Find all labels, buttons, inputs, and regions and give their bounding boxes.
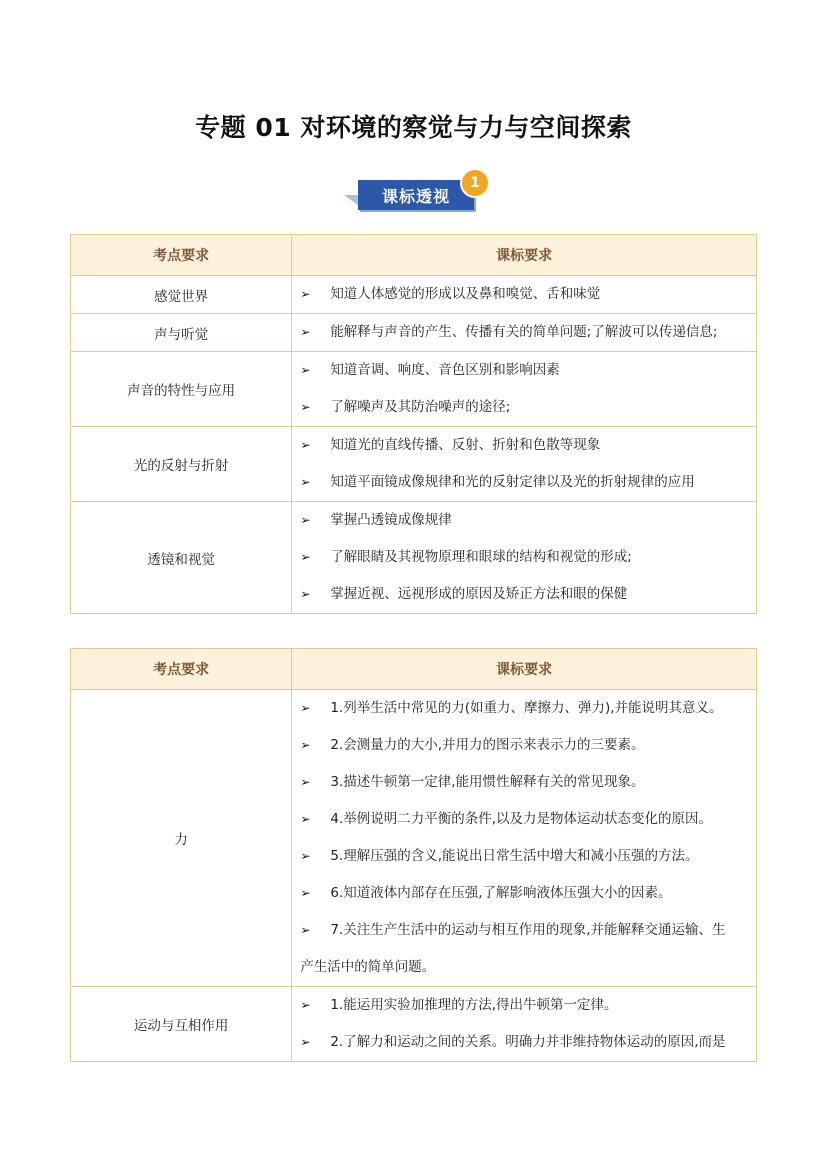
- arrow-bullet-icon: ➢: [300, 513, 311, 527]
- requirements-cell: [292, 276, 757, 314]
- topic-cell: 光的反射与折射: [71, 427, 292, 502]
- table-header-row: [71, 649, 757, 690]
- arrow-bullet-icon: ➢: [300, 438, 311, 452]
- arrow-bullet-icon: ➢: [300, 998, 311, 1012]
- table-row: [71, 352, 757, 427]
- header-topic: 考点要求: [71, 649, 292, 690]
- requirement-text: 5.理解压强的含义,能说出日常生活中增大和减小压强的方法。: [330, 848, 699, 864]
- requirement-item: [300, 539, 750, 576]
- requirement-item: [300, 352, 750, 389]
- requirements-table-2: [70, 648, 757, 1062]
- requirement-text: 1.能运用实验加推理的方法,得出牛顿第一定律。: [330, 997, 618, 1013]
- requirements-cell: [292, 314, 757, 352]
- requirement-item: [300, 576, 750, 613]
- arrow-bullet-icon: ➢: [300, 701, 311, 715]
- requirement-text: 掌握凸透镜成像规律: [330, 512, 452, 528]
- arrow-bullet-icon: ➢: [300, 287, 311, 301]
- arrow-bullet-icon: ➢: [300, 849, 311, 863]
- table-row: [71, 502, 757, 614]
- requirement-item: [300, 727, 750, 764]
- requirement-continuation: 产生活中的简单问题。: [300, 959, 436, 975]
- requirements-table-1: [70, 234, 757, 614]
- requirement-text: 知道光的直线传播、反射、折射和色散等现象: [330, 437, 601, 453]
- arrow-bullet-icon: ➢: [300, 812, 311, 826]
- requirement-item: [300, 912, 750, 949]
- requirement-item: [300, 314, 750, 351]
- requirement-item: [300, 389, 750, 426]
- table-row: [71, 427, 757, 502]
- arrow-bullet-icon: ➢: [300, 400, 311, 414]
- badge-label: 课标透视: [358, 180, 474, 210]
- table-row: [71, 690, 757, 987]
- requirement-text: 4.举例说明二力平衡的条件,以及力是物体运动状态变化的原因。: [330, 811, 712, 827]
- requirement-item: [300, 502, 750, 539]
- topic-cell: 力: [71, 690, 292, 987]
- requirement-item: [300, 690, 750, 727]
- requirement-text: 1.列举生活中常见的力(如重力、摩擦力、弹力),并能说明其意义。: [330, 700, 723, 716]
- topic-cell: 声音的特性与应用: [71, 352, 292, 427]
- requirement-text: 7.关注生产生活中的运动与相互作用的现象,并能解释交通运输、生: [330, 922, 726, 938]
- header-requirements: 课标要求: [292, 649, 757, 690]
- requirements-cell: [292, 427, 757, 502]
- requirement-item: [300, 764, 750, 801]
- topic-cell: 透镜和视觉: [71, 502, 292, 614]
- requirement-item: [300, 838, 750, 875]
- arrow-bullet-icon: ➢: [300, 1035, 311, 1049]
- requirement-text: 3.描述牛顿第一定律,能用惯性解释有关的常见现象。: [330, 774, 645, 790]
- arrow-bullet-icon: ➢: [300, 587, 311, 601]
- arrow-bullet-icon: ➢: [300, 325, 311, 339]
- header-requirements: 课标要求: [292, 235, 757, 276]
- requirement-text: 了解眼睛及其视物原理和眼球的结构和视觉的形成;: [330, 549, 632, 565]
- requirements-cell: [292, 352, 757, 427]
- requirements-cell: [292, 690, 757, 987]
- table-row: [71, 314, 757, 352]
- table-header-row: [71, 235, 757, 276]
- requirement-text: 掌握近视、远视形成的原因及矫正方法和眼的保健: [330, 586, 628, 602]
- arrow-bullet-icon: ➢: [300, 886, 311, 900]
- table-row: [71, 987, 757, 1062]
- requirement-text: 6.知道液体内部存在压强,了解影响液体压强大小的因素。: [330, 885, 672, 901]
- arrow-bullet-icon: ➢: [300, 775, 311, 789]
- arrow-bullet-icon: ➢: [300, 363, 311, 377]
- badge-number: 1: [460, 168, 490, 198]
- topic-cell: 声与听觉: [71, 314, 292, 352]
- requirement-text: 知道音调、响度、音色区别和影响因素: [330, 362, 560, 378]
- requirement-text: 2.会测量力的大小,并用力的图示来表示力的三要素。: [330, 737, 645, 753]
- requirement-item: [300, 987, 750, 1024]
- requirement-text: 知道人体感觉的形成以及鼻和嗅觉、舌和味觉: [330, 286, 601, 302]
- requirement-item: [300, 1024, 750, 1061]
- requirement-item: [300, 464, 750, 501]
- arrow-bullet-icon: ➢: [300, 923, 311, 937]
- requirement-item: [300, 276, 750, 313]
- header-topic: 考点要求: [71, 235, 292, 276]
- requirement-text: 2.了解力和运动之间的关系。明确力并非维持物体运动的原因,而是: [330, 1034, 726, 1050]
- table-row: [71, 276, 757, 314]
- requirement-text: 能解释与声音的产生、传播有关的简单问题;了解波可以传递信息;: [330, 324, 718, 340]
- requirements-cell: [292, 502, 757, 614]
- requirement-text: 了解噪声及其防治噪声的途径;: [330, 399, 511, 415]
- requirements-cell: [292, 987, 757, 1062]
- topic-cell: 感觉世界: [71, 276, 292, 314]
- requirement-item: [300, 427, 750, 464]
- requirement-item: [300, 875, 750, 912]
- section-badge: [344, 168, 492, 216]
- arrow-bullet-icon: ➢: [300, 550, 311, 564]
- page-title: 专题 01 对环境的察觉与力与空间探索: [195, 113, 632, 142]
- arrow-bullet-icon: ➢: [300, 475, 311, 489]
- requirement-item: [300, 801, 750, 838]
- arrow-bullet-icon: ➢: [300, 738, 311, 752]
- topic-cell: 运动与互相作用: [71, 987, 292, 1062]
- requirement-text: 知道平面镜成像规律和光的反射定律以及光的折射规律的应用: [330, 474, 695, 490]
